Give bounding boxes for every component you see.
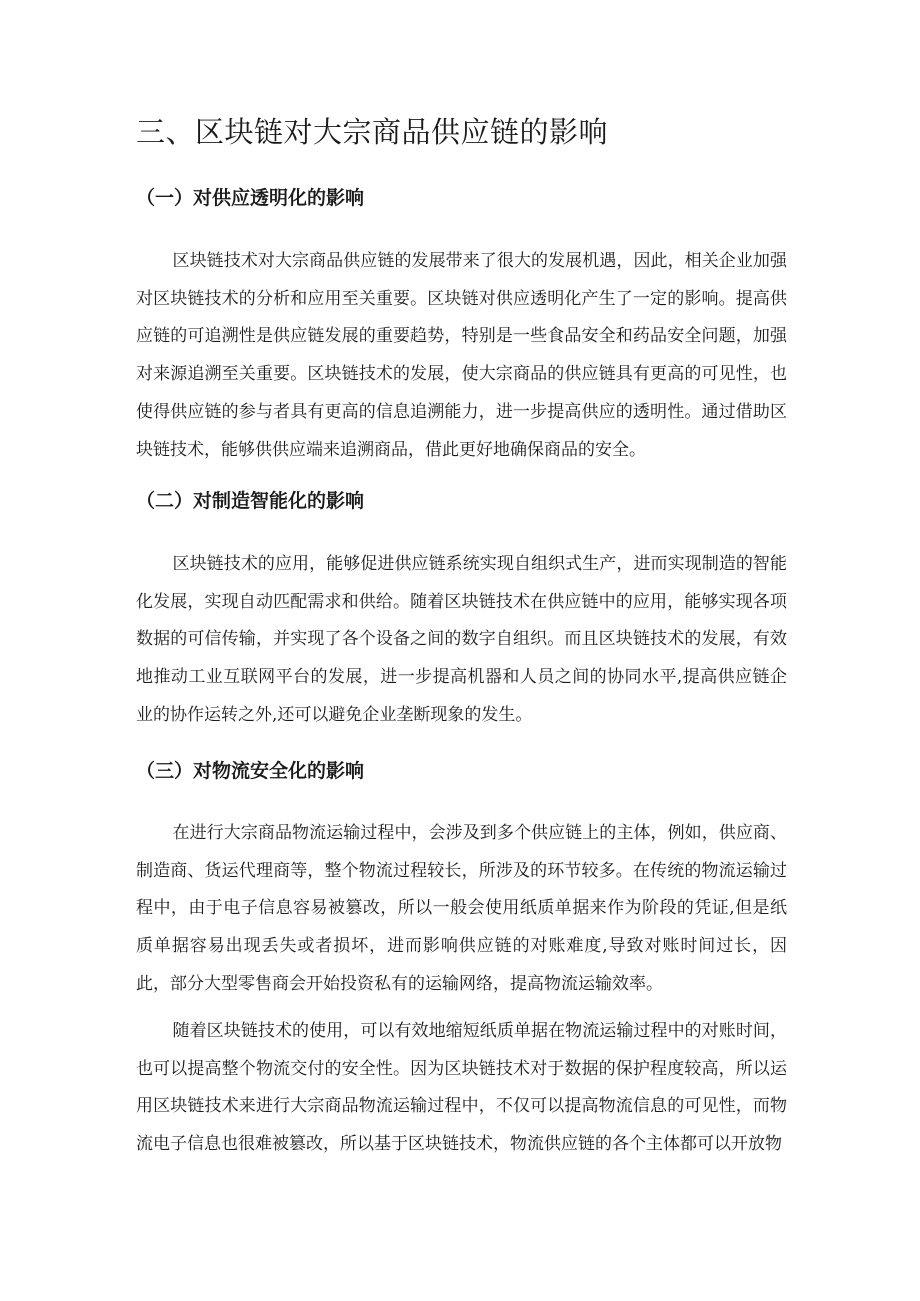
- paragraph-logistics-security-2: 随着区块链技术的使用，可以有效地缩短纸质单据在物流运输过程中的对账时间，也可以提高整个物流交付的安全性。因为区块链技术对于数据的保护程度较高，所以运用区块链技术来进行大宗商品物流运输过程中，不仅可以提高物流信息的可见性，而物流电子信息也很难被篡改，所以基于区块链技术，物流供应链的各个主体都可以开放物: [136, 1021, 787, 1155]
- paragraph-supply-transparency: 区块链技术对大宗商品供应链的发展带来了很大的发展机遇，因此，相关企业加强对区块链技术的分析和应用至关重要。区块链对供应透明化产生了一定的影响。提高供应链的可追溯性是供应链发展的重要趋势，特别是一些食品安全和药品安全问题，加强对来源追溯至关重要。区块链技术的发展，使大宗商品的供应链具有更高的可见性，也使得供应链的参与者具有更高的信息追溯能力，进一步提高供应的透明性。通过借助区块链技术，能够供供应端来追溯商品，借此更好地确保商品的安全。: [136, 251, 787, 460]
- paragraph-logistics-security-1: 在进行大宗商品物流运输过程中，会涉及到多个供应链上的主体，例如，供应商、制造商、货运代理商等，整个物流过程较长，所涉及的环节较多。在传统的物流运输过程中，由于电子信息容易被篡改，所以一般会使用纸质单据来作为阶段的凭证,但是纸质单据容易出现丢失或者损坏，进而影响供应链的对账难度,导致对账时间过长，因此，部分大型零售商会开始投资私有的运输网络，提高物流运输效率。: [136, 823, 787, 994]
- subsection-heading-logistics-security: （三）对物流安全化的影响: [136, 760, 365, 782]
- paragraph-smart-manufacturing: 区块链技术的应用，能够促进供应链系统实现自组织式生产，进而实现制造的智能化发展，实现自动匹配需求和供给。随着区块链技术在供应链中的应用，能够实现各项数据的可信传输，并实现了各个设备之间的数字自组织。而且区块链技术的发展，有效地推动工业互联网平台的发展，进一步提高机器和人员之间的协同水平,提高供应链企业的协作运转之外,还可以避免企业垄断现象的发生。: [136, 554, 787, 725]
- subsection-heading-supply-transparency: （一）对供应透明化的影响: [136, 187, 365, 209]
- subsection-heading-smart-manufacturing: （二）对制造智能化的影响: [136, 490, 365, 512]
- section-title: 三、区块链对大宗商品供应链的影响: [136, 115, 609, 149]
